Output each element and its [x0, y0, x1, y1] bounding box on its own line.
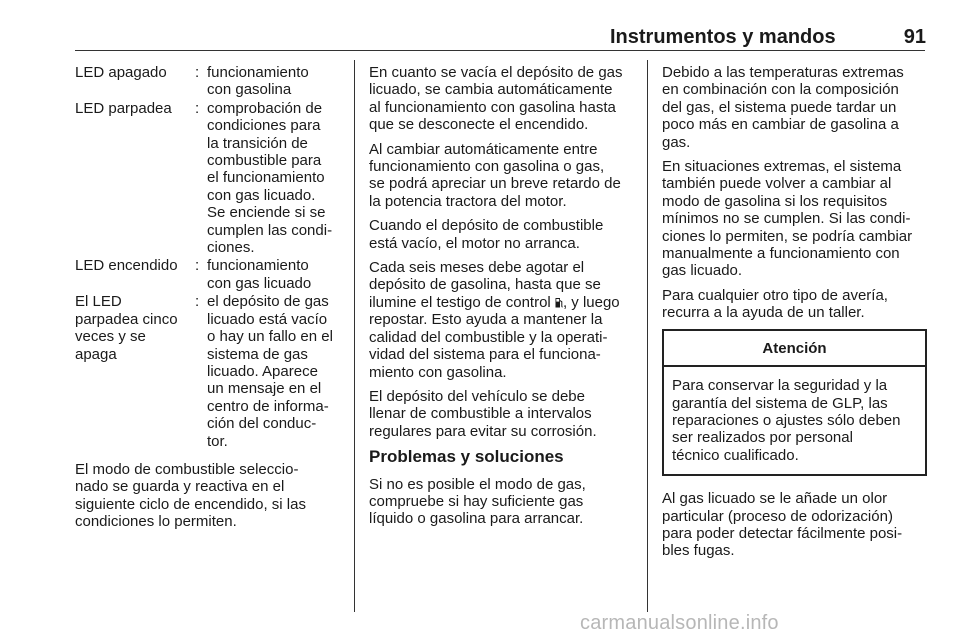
column-2 — [369, 64, 634, 535]
watermark: carmanualsonline.info — [580, 612, 779, 634]
led-row-line: comprobación de — [207, 99, 323, 117]
led-row-line: cumplen las condi- — [207, 221, 333, 239]
text-line: reparaciones o ajustes sólo deben — [672, 411, 901, 429]
notice-body — [664, 367, 925, 474]
paragraph — [369, 217, 634, 252]
fuel-pump-icon — [555, 296, 563, 308]
text-line: ciones lo permiten, se podría cambiar — [662, 227, 913, 245]
paragraph — [662, 64, 927, 151]
text-line: Para conservar la seguridad y la — [672, 377, 888, 395]
led-row-key-line: parpadea cinco — [75, 310, 178, 328]
led-row-value — [207, 100, 340, 258]
text-line: calidad del combustible y la operati- — [369, 328, 608, 346]
led-row-key-line: El LED — [75, 293, 122, 311]
led-row-line: condiciones para — [207, 117, 321, 135]
page-number: 91 — [903, 26, 926, 48]
led-row-value — [207, 64, 340, 100]
text-line: está vacío, el motor no arranca. — [369, 234, 580, 252]
text-line: poco más en cambiar de gasolina a — [662, 116, 899, 134]
led-row-key-line: veces y se — [75, 328, 146, 346]
led-row-line: ciones. — [207, 239, 255, 257]
led-row-line: centro de informa- — [207, 397, 329, 415]
led-row-line: con gasolina — [207, 81, 292, 99]
text-line: líquido o gasolina para arrancar. — [369, 510, 584, 528]
led-row-line: sistema de gas — [207, 345, 308, 363]
text-line: se podrá apreciar un breve retardo de — [369, 175, 621, 193]
column-divider-2 — [647, 60, 648, 612]
column-1 — [75, 64, 340, 538]
led-row-line: Se enciende si se — [207, 204, 326, 222]
text-line: también puede volver a cambiar al — [662, 175, 892, 193]
text-line: Cada seis meses debe agotar el — [369, 259, 585, 277]
text-line: para poder detectar fácilmente posi- — [662, 524, 903, 542]
led-row-line: tor. — [207, 432, 228, 450]
text-line: garantía del sistema de GLP, las — [672, 394, 888, 412]
text-line: al funcionamiento con gasolina hasta — [369, 98, 616, 116]
led-row-key: LED apagado — [75, 64, 167, 81]
led-row-key-line: apaga — [75, 345, 117, 363]
paragraph — [662, 287, 927, 322]
text-line: El modo de combustible seleccio- — [75, 460, 299, 478]
led-row-line: con gas licuado. — [207, 186, 316, 204]
led-row-key: LED parpadea — [75, 99, 172, 117]
text-line: Al gas licuado se le añade un olor — [662, 490, 888, 508]
text-line: compruebe si hay suficiente gas — [369, 492, 584, 510]
led-row-line: funcionamiento — [207, 64, 309, 81]
text-line: modo de gasolina si los requisitos — [662, 192, 888, 210]
paragraph — [369, 259, 634, 381]
text-fragment: , y luego — [562, 293, 620, 311]
led-row-separator: : — [195, 293, 200, 311]
text-line: vidad del sistema para el funciona- — [369, 346, 601, 364]
text-line: particular (proceso de odorización) — [662, 507, 893, 525]
column-3 — [662, 64, 927, 567]
text-line: gas licuado. — [662, 262, 743, 280]
text-line: siguiente ciclo de encendido, si las — [75, 495, 306, 513]
text-line: miento con gasolina. — [369, 363, 507, 381]
led-row-line: la transición de — [207, 134, 308, 152]
text-line: gas. — [662, 133, 691, 151]
led-row — [75, 257, 340, 293]
notice-title: Atención — [664, 331, 925, 367]
led-row-line: el funcionamiento — [207, 169, 325, 187]
led-row-value — [207, 293, 340, 451]
led-row-line: un mensaje en el — [207, 380, 322, 398]
text-line: Debido a las temperaturas extremas — [662, 64, 904, 81]
text-line: que se desconecte el encendido. — [369, 116, 589, 134]
notice-box — [662, 329, 927, 476]
led-row-separator: : — [195, 64, 200, 81]
text-line: bles fugas. — [662, 542, 735, 560]
led-row-line: combustible para — [207, 152, 322, 170]
text-line: Para cualquier otro tipo de avería, — [662, 286, 888, 304]
led-row-separator: : — [195, 99, 200, 117]
text-line: funcionamiento con gasolina o gas, — [369, 158, 605, 176]
text-line: manualmente a funcionamiento con — [662, 245, 900, 263]
text-line: repostar. Esto ayuda a mantener la — [369, 311, 603, 329]
text-line: nado se guarda y reactiva en el — [75, 478, 285, 496]
led-row — [75, 64, 340, 100]
text-line: llenar de combustible a intervalos — [369, 405, 592, 423]
led-row-line: funcionamiento — [207, 257, 309, 275]
header-rule — [75, 50, 925, 51]
text-line: condiciones lo permiten. — [75, 513, 237, 531]
paragraph — [369, 388, 634, 440]
text-line: Si no es posible el modo de gas, — [369, 475, 586, 493]
text-line: recurra a la ayuda de un taller. — [662, 304, 865, 322]
paragraph — [662, 490, 927, 560]
text-line: El depósito del vehículo se debe — [369, 387, 585, 405]
text-line: mínimos no se cumplen. Si las condi- — [662, 210, 911, 228]
paragraph — [369, 476, 634, 528]
section-heading: Problemas y soluciones — [369, 447, 564, 467]
text-line: ser realizados por personal — [672, 429, 853, 447]
led-row-line: o hay un fallo en el — [207, 328, 333, 346]
text-line: regulares para evitar su corrosión. — [369, 422, 597, 440]
led-row-separator: : — [195, 257, 200, 275]
page-title: Instrumentos y mandos — [610, 26, 836, 48]
text-line: técnico cualificado. — [672, 446, 799, 464]
text-line: en combinación con la composición — [662, 81, 899, 99]
text-line — [369, 294, 634, 311]
led-row-line: el depósito de gas — [207, 293, 329, 311]
led-status-table — [75, 64, 340, 451]
column-divider-1 — [354, 60, 355, 612]
led-row-key: LED encendido — [75, 257, 178, 275]
led-row — [75, 293, 340, 451]
text-line: En cuanto se vacía el depósito de gas — [369, 64, 623, 81]
led-row-line: ción del conduc- — [207, 415, 317, 433]
text-line: depósito de gasolina, hasta que se — [369, 276, 601, 294]
led-row-value — [207, 257, 340, 293]
led-row-key — [75, 293, 195, 451]
led-row-line: licuado está vacío — [207, 310, 328, 328]
text-line: la potencia tractora del motor. — [369, 192, 567, 210]
paragraph — [662, 158, 927, 280]
text-line: del gas, el sistema puede tardar un — [662, 98, 897, 116]
paragraph — [369, 64, 634, 134]
led-row-line: licuado. Aparece — [207, 362, 318, 380]
led-row-line: con gas licuado — [207, 274, 312, 292]
led-row — [75, 100, 340, 258]
text-fragment: ilumine el testigo de control — [369, 293, 555, 311]
text-line: En situaciones extremas, el sistema — [662, 158, 902, 176]
paragraph — [75, 461, 340, 531]
text-line: Cuando el depósito de combustible — [369, 217, 604, 235]
paragraph — [369, 141, 634, 211]
text-line: licuado, se cambia automáticamente — [369, 81, 613, 99]
text-line: Al cambiar automáticamente entre — [369, 140, 598, 158]
